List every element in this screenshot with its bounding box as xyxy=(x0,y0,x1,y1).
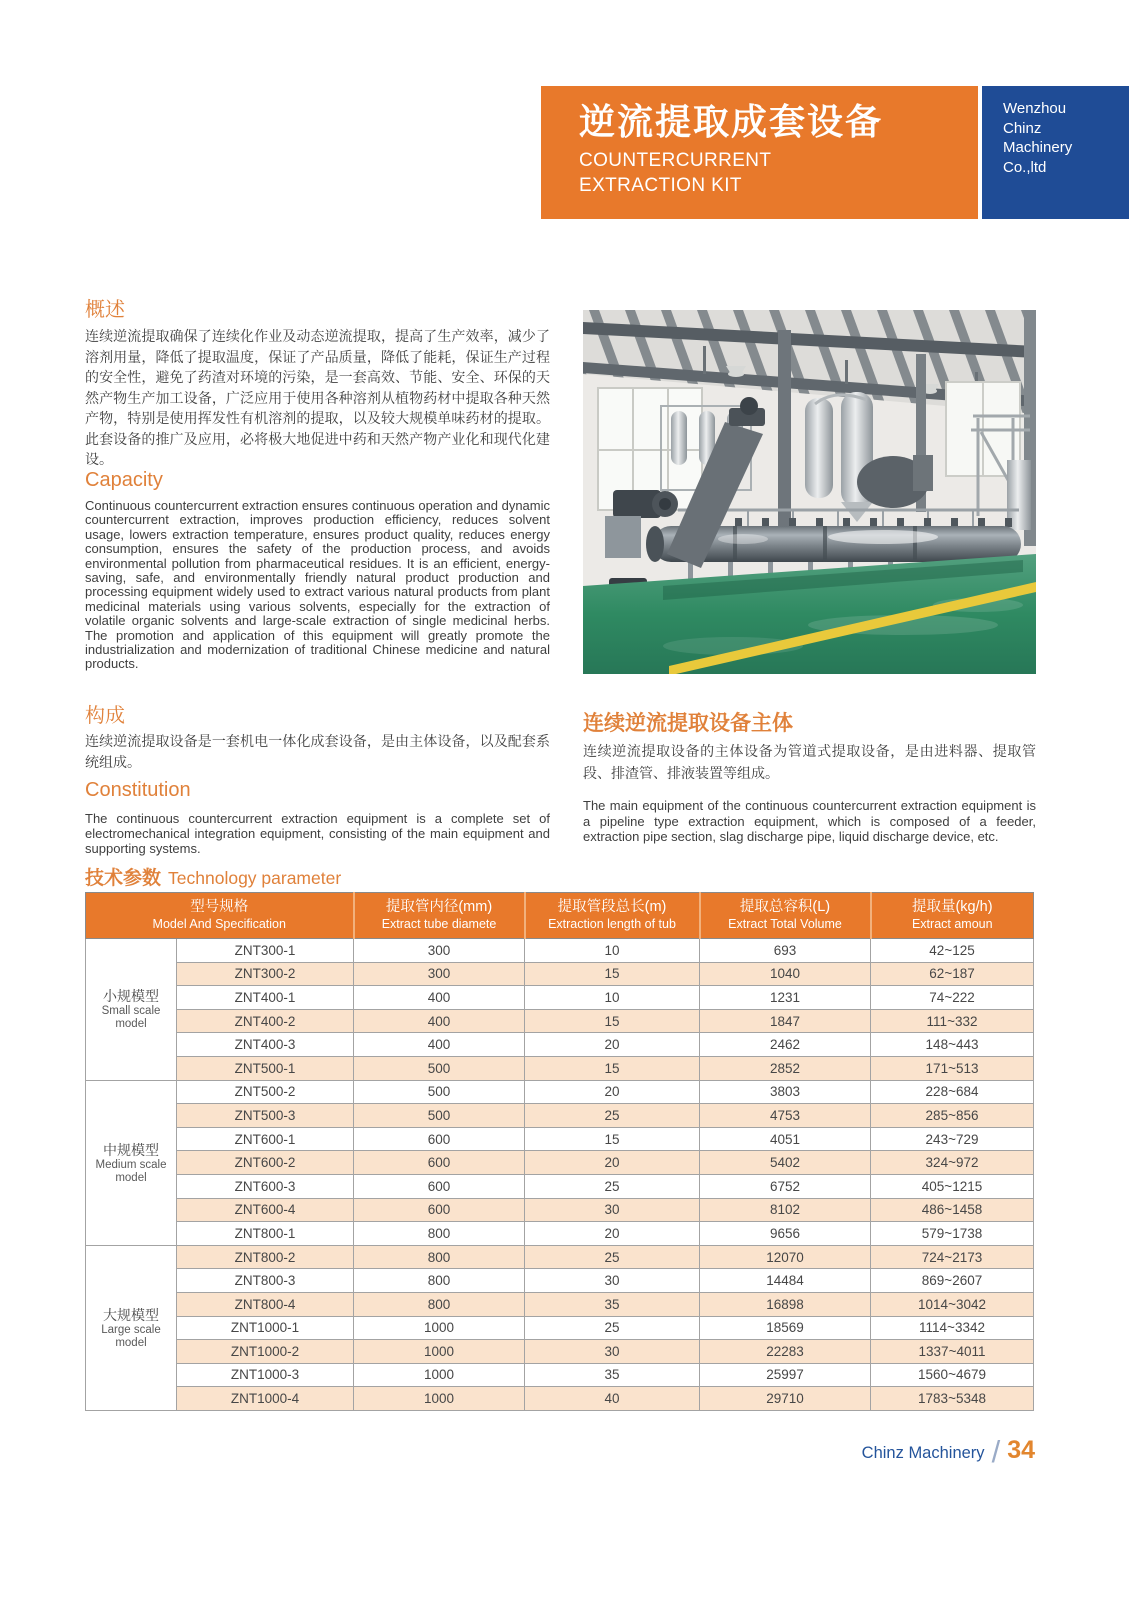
tech-params-heading-en: Technology parameter xyxy=(168,868,342,888)
diameter-cell: 400 xyxy=(354,986,525,1010)
diameter-cell: 1000 xyxy=(354,1363,525,1387)
col-header-volume-en: Extract Total Volume xyxy=(728,917,842,931)
volume-cell: 693 xyxy=(700,939,871,963)
row-group-label: 大规模型 Large scale model xyxy=(86,1245,177,1410)
amount-cell: 62~187 xyxy=(871,962,1034,986)
table-row xyxy=(86,1363,1034,1387)
length-cell: 25 xyxy=(525,1245,700,1269)
table-row xyxy=(86,986,1034,1010)
page-title-cn: 逆流提取成套设备 xyxy=(579,101,884,142)
table-row xyxy=(86,1387,1034,1411)
table-row xyxy=(86,1174,1034,1198)
constitution-cn-body: 连续逆流提取设备是一套机电一体化成套设备，是由主体设备，以及配套系统组成。 xyxy=(85,733,550,770)
page-number: 34 xyxy=(1007,1436,1035,1464)
col-header-model-en: Model And Specification xyxy=(152,917,286,931)
diameter-cell: 500 xyxy=(354,1056,525,1080)
volume-cell: 1040 xyxy=(700,962,871,986)
col-header-model xyxy=(86,893,354,939)
volume-cell: 25997 xyxy=(700,1363,871,1387)
col-header-amount xyxy=(871,893,1034,939)
page-title-en xyxy=(579,148,978,198)
length-cell: 30 xyxy=(525,1340,700,1364)
model-cell: ZNT800-2 xyxy=(177,1245,354,1269)
equipment-factory-photo xyxy=(583,310,1036,674)
table-row xyxy=(86,1245,1034,1269)
length-cell: 20 xyxy=(525,1080,700,1104)
length-cell: 15 xyxy=(525,1127,700,1151)
volume-cell: 2462 xyxy=(700,1033,871,1057)
volume-cell: 16898 xyxy=(700,1292,871,1316)
model-cell: ZNT1000-1 xyxy=(177,1316,354,1340)
amount-cell: 1783~5348 xyxy=(871,1387,1034,1411)
col-header-model-cn: 型号规格 xyxy=(190,899,249,915)
volume-cell: 14484 xyxy=(700,1269,871,1293)
col-header-amount-en: Extract amoun xyxy=(911,917,993,931)
amount-cell: 869~2607 xyxy=(871,1269,1034,1293)
col-header-diameter-en: Extract tube diamete xyxy=(381,917,497,931)
diameter-cell: 600 xyxy=(354,1127,525,1151)
amount-cell: 579~1738 xyxy=(871,1222,1034,1246)
col-header-diameter-cn: 提取管内径(mm) xyxy=(385,899,493,915)
page-title-en-line2: EXTRACTION KIT xyxy=(579,175,742,196)
amount-cell: 228~684 xyxy=(871,1080,1034,1104)
company-line: Co.,ltd xyxy=(1003,158,1047,176)
model-cell: ZNT600-3 xyxy=(177,1174,354,1198)
amount-cell: 111~332 xyxy=(871,1009,1034,1033)
amount-cell: 243~729 xyxy=(871,1127,1034,1151)
volume-cell: 3803 xyxy=(700,1080,871,1104)
length-cell: 15 xyxy=(525,962,700,986)
main-equipment-heading: 连续逆流提取设备主体 xyxy=(583,712,793,735)
table-row xyxy=(86,1198,1034,1222)
overview-heading: 概述 xyxy=(85,299,125,321)
diameter-cell: 400 xyxy=(354,1033,525,1057)
diameter-cell: 600 xyxy=(354,1174,525,1198)
length-cell: 30 xyxy=(525,1269,700,1293)
tech-params-table xyxy=(85,892,1034,1411)
model-cell: ZNT400-3 xyxy=(177,1033,354,1057)
overview-body: 连续逆流提取确保了连续化作业及动态逆流提取，提高了生产效率，减少了溶剂用量，降低了提取温度，保证了产品质量，降低了能耗，保证生产过程的安全性，避免了药渣对环境的污染，是一套高效、节能、安全、环保的天然产物生产加工设备，广泛应用于使用各种溶剂从植物药材中提取各种天然产物，特别是使用挥发性有机溶剂的提取，以及较大规模单味药材的提取。此套设备的推广及应用，必将极大地促进中药和天然产物产业化和现代化建设。 xyxy=(85,328,550,467)
volume-cell: 29710 xyxy=(700,1387,871,1411)
table-row xyxy=(86,1222,1034,1246)
diameter-cell: 800 xyxy=(354,1222,525,1246)
volume-cell: 9656 xyxy=(700,1222,871,1246)
diameter-cell: 1000 xyxy=(354,1387,525,1411)
amount-cell: 486~1458 xyxy=(871,1198,1034,1222)
volume-cell: 6752 xyxy=(700,1174,871,1198)
table-row xyxy=(86,1269,1034,1293)
table-row xyxy=(86,1151,1034,1175)
model-cell: ZNT600-2 xyxy=(177,1151,354,1175)
company-line: Machinery xyxy=(1003,139,1073,156)
diameter-cell: 400 xyxy=(354,1009,525,1033)
table-row xyxy=(86,1056,1034,1080)
length-cell: 40 xyxy=(525,1387,700,1411)
diameter-cell: 600 xyxy=(354,1198,525,1222)
length-cell: 25 xyxy=(525,1316,700,1340)
amount-cell: 405~1215 xyxy=(871,1174,1034,1198)
volume-cell: 4753 xyxy=(700,1104,871,1128)
main-equipment-body-en: The main equipment of the continuous countercurrent extraction equipment is a pipeline type extraction equipment, which is composed of a feeder, extraction pipe section, slag discharge pipe, liquid discharge device, etc. xyxy=(583,798,1036,844)
amount-cell: 171~513 xyxy=(871,1056,1034,1080)
length-cell: 10 xyxy=(525,986,700,1010)
model-cell: ZNT600-4 xyxy=(177,1198,354,1222)
table-row xyxy=(86,962,1034,986)
company-line: Chinz xyxy=(1003,119,1042,137)
volume-cell: 2852 xyxy=(700,1056,871,1080)
model-cell: ZNT500-2 xyxy=(177,1080,354,1104)
amount-cell: 724~2173 xyxy=(871,1245,1034,1269)
diameter-cell: 300 xyxy=(354,939,525,963)
model-cell: ZNT600-1 xyxy=(177,1127,354,1151)
diameter-cell: 800 xyxy=(354,1269,525,1293)
diameter-cell: 500 xyxy=(354,1080,525,1104)
model-cell: ZNT400-2 xyxy=(177,1009,354,1033)
table-row xyxy=(86,1127,1034,1151)
table-row xyxy=(86,939,1034,963)
model-cell: ZNT400-1 xyxy=(177,986,354,1010)
diameter-cell: 800 xyxy=(354,1292,525,1316)
page-title-en-line1: COUNTERCURRENT xyxy=(579,150,772,171)
length-cell: 35 xyxy=(525,1363,700,1387)
page-footer: Chinz Machinery / 34 xyxy=(861,1434,1035,1469)
volume-cell: 1847 xyxy=(700,1009,871,1033)
col-header-volume xyxy=(700,893,871,939)
tech-table-body xyxy=(86,939,1034,1411)
tech-params-heading-cn: 技术参数 xyxy=(85,868,162,889)
title-banner xyxy=(541,86,978,219)
amount-cell: 324~972 xyxy=(871,1151,1034,1175)
amount-cell: 1114~3342 xyxy=(871,1316,1034,1340)
constitution-en-heading: Constitution xyxy=(85,779,191,801)
constitution-cn-heading: 构成 xyxy=(85,705,125,727)
table-row xyxy=(86,1080,1034,1104)
volume-cell: 18569 xyxy=(700,1316,871,1340)
model-cell: ZNT300-1 xyxy=(177,939,354,963)
table-row xyxy=(86,1009,1034,1033)
table-row xyxy=(86,1316,1034,1340)
amount-cell: 1014~3042 xyxy=(871,1292,1034,1316)
constitution-en-body: The continuous countercurrent extraction equipment is a complete set of electromechanical integration equipment, consisting of the main equipment and supporting systems. xyxy=(85,811,550,856)
volume-cell: 1231 xyxy=(700,986,871,1010)
amount-cell: 74~222 xyxy=(871,986,1034,1010)
volume-cell: 8102 xyxy=(700,1198,871,1222)
table-row xyxy=(86,1033,1034,1057)
amount-cell: 148~443 xyxy=(871,1033,1034,1057)
length-cell: 35 xyxy=(525,1292,700,1316)
row-group-label: 中规模型 Medium scale model xyxy=(86,1080,177,1245)
length-cell: 25 xyxy=(525,1104,700,1128)
footer-brand: Chinz Machinery xyxy=(861,1444,985,1462)
diameter-cell: 500 xyxy=(354,1104,525,1128)
model-cell: ZNT1000-2 xyxy=(177,1340,354,1364)
model-cell: ZNT500-3 xyxy=(177,1104,354,1128)
table-row xyxy=(86,1292,1034,1316)
col-header-length-en: Extraction length of tub xyxy=(548,917,676,931)
volume-cell: 5402 xyxy=(700,1151,871,1175)
amount-cell: 1337~4011 xyxy=(871,1340,1034,1364)
main-equipment-body-cn: 连续逆流提取设备的主体设备为管道式提取设备，是由进料器、提取管段、排渣管、排液装置等组成。 xyxy=(583,743,1036,781)
col-header-amount-cn: 提取量(kg/h) xyxy=(911,899,993,915)
length-cell: 20 xyxy=(525,1222,700,1246)
model-cell: ZNT300-2 xyxy=(177,962,354,986)
table-header-row xyxy=(86,893,1034,939)
volume-cell: 22283 xyxy=(700,1340,871,1364)
length-cell: 10 xyxy=(525,939,700,963)
diameter-cell: 1000 xyxy=(354,1316,525,1340)
amount-cell: 42~125 xyxy=(871,939,1034,963)
amount-cell: 285~856 xyxy=(871,1104,1034,1128)
col-header-length-cn: 提取管段总长(m) xyxy=(557,899,667,915)
length-cell: 25 xyxy=(525,1174,700,1198)
model-cell: ZNT500-1 xyxy=(177,1056,354,1080)
company-banner xyxy=(982,86,1129,219)
company-line: Wenzhou xyxy=(1003,100,1067,117)
diameter-cell: 300 xyxy=(354,962,525,986)
volume-cell: 12070 xyxy=(700,1245,871,1269)
capacity-heading: Capacity xyxy=(85,469,163,491)
model-cell: ZNT800-4 xyxy=(177,1292,354,1316)
capacity-body: Continuous countercurrent extraction ensures continuous operation and dynamic countercurrent extraction, improves production efficiency, reduces solvent usage, lowers extraction temperature, ensures product quality, reduces energy consumption, ensures the safety of the production process, and avoids environmental pollution from pharmaceutical residues. It is an efficient, energy-saving, safe, and environmentally friendly natural product production and processing equipment widely used to extract various natural products from plant medicinal materials using various solvents, especially for the extraction of volatile organic solvents and large-scale extraction of single medicinal herbs. The promotion and application of this equipment will greatly promote the industrialization and modernization of traditional Chinese medicine and natural products. xyxy=(85,498,550,672)
model-cell: ZNT800-3 xyxy=(177,1269,354,1293)
table-row xyxy=(86,1104,1034,1128)
amount-cell: 1560~4679 xyxy=(871,1363,1034,1387)
diameter-cell: 600 xyxy=(354,1151,525,1175)
col-header-volume-cn: 提取总容积(L) xyxy=(739,899,831,915)
length-cell: 30 xyxy=(525,1198,700,1222)
table-row xyxy=(86,1340,1034,1364)
length-cell: 20 xyxy=(525,1151,700,1175)
diameter-cell: 1000 xyxy=(354,1340,525,1364)
col-header-length xyxy=(525,893,700,939)
model-cell: ZNT1000-4 xyxy=(177,1387,354,1411)
volume-cell: 4051 xyxy=(700,1127,871,1151)
model-cell: ZNT1000-3 xyxy=(177,1363,354,1387)
row-group-label: 小规模型 Small scale model xyxy=(86,939,177,1081)
col-header-diameter xyxy=(354,893,525,939)
tech-params-heading xyxy=(85,863,341,890)
length-cell: 20 xyxy=(525,1033,700,1057)
length-cell: 15 xyxy=(525,1056,700,1080)
model-cell: ZNT800-1 xyxy=(177,1222,354,1246)
length-cell: 15 xyxy=(525,1009,700,1033)
diameter-cell: 800 xyxy=(354,1245,525,1269)
